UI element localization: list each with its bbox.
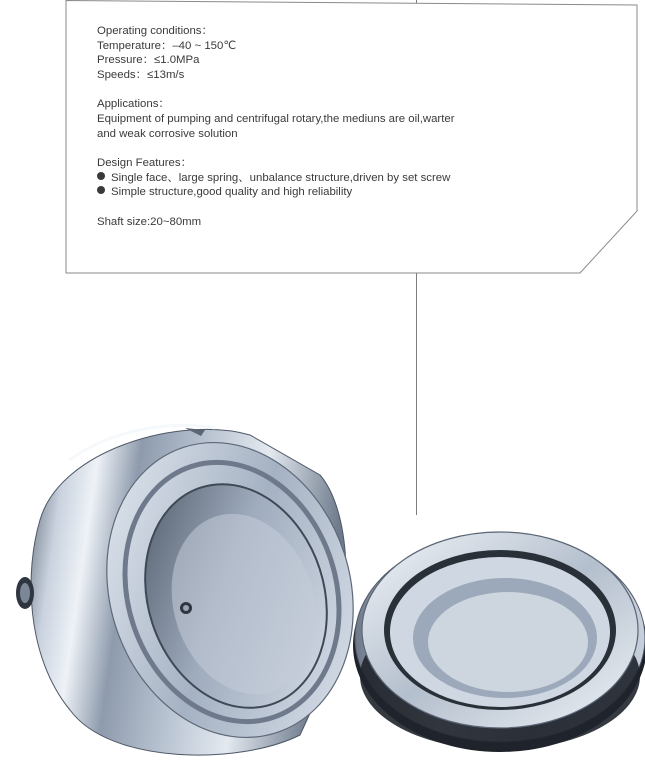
operating-heading: Operating conditions：: [97, 25, 213, 37]
bullet-icon: [97, 172, 105, 180]
bullet-icon: [97, 186, 105, 194]
applications-heading: Applications：: [97, 98, 170, 111]
shaft-size: Shaft size:20~80mm: [97, 215, 202, 228]
applications-text-1: Equipment of pumping and centrifugal rotary,the mediuns are oil,warter: [97, 112, 455, 125]
design-heading: Design Features：: [97, 157, 192, 170]
temperature-line: Temperature：–40 ~ 150℃: [97, 39, 237, 52]
applications-text-2: and weak corrosive solution: [97, 127, 238, 140]
pressure-line: Pressure：≤1.0MPa: [97, 54, 200, 67]
spec-panel: [97, 24, 517, 230]
speeds-line: Speeds：≤13m/s: [97, 68, 185, 81]
feature-item: Simple structure,good quality and high reliability: [97, 185, 517, 200]
mechanical-seal-image: [0, 380, 645, 779]
feature-item: Single face、large spring、unbalance structure,driven by set screw: [97, 171, 517, 186]
